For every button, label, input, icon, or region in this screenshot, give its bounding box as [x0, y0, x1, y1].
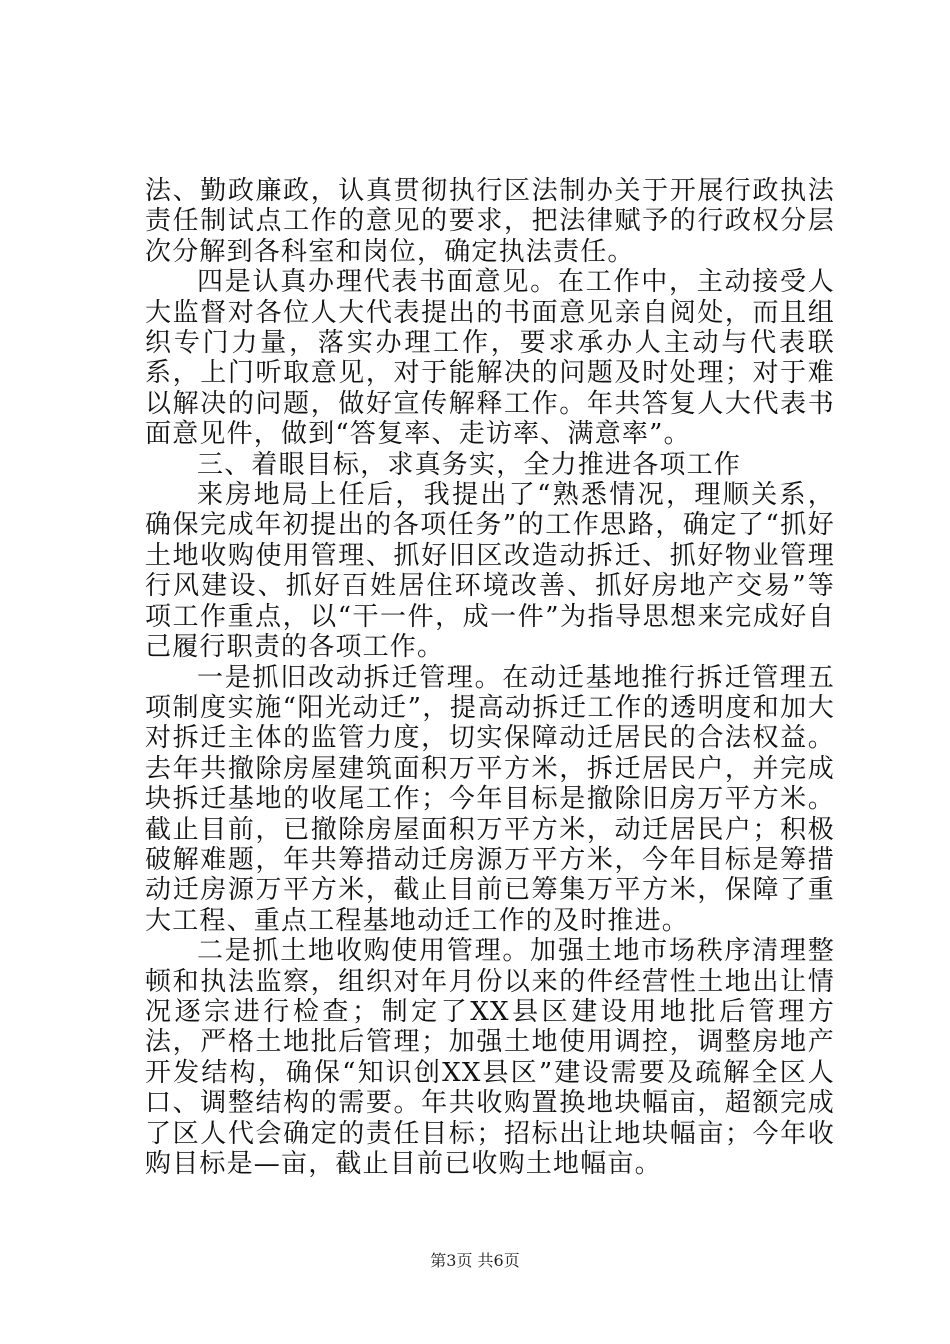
paragraph-work-approach: 来房地局上任后，我提出了“熟悉情况，理顺关系，确保完成年初提出的各项任务”的工作思路，确定了“抓好土地收购使用管理、抓好旧区改造动拆迁、抓好物业管理行风建设、抓好百姓居住环境改善、抓好房地产交易”等项工作重点，以“干一件，成一件”为指导思想来完成好自己履行职责的各项工作。	[145, 480, 835, 663]
page-number-footer: 第3页 共6页	[430, 1251, 520, 1270]
paragraph-item-one: 一是抓旧改动拆迁管理。在动迁基地推行拆迁管理五项制度实施“阳光动迁”，提高动拆迁工作的透明度和加大对拆迁主体的监管力度，切实保障动迁居民的合法权益。去年共撤除房屋建筑面积万平方米，拆迁居民户，并完成块拆迁基地的收尾工作；今年目标是撤除旧房万平方米。截止目前，已撤除房屋面积万平方米，动迁居民户；积极破解难题，年共筹措动迁房源万平方米，今年目标是筹措动迁房源万平方米，截止目前已筹集万平方米，保障了重大工程、重点工程基地动迁工作的及时推进。	[145, 662, 835, 936]
paragraph-item-two: 二是抓土地收购使用管理。加强土地市场秩序清理整顿和执法监察，组织对年月份以来的件经营性土地出让情况逐宗进行检查；制定了XX县区建设用地批后管理方法，严格土地批后管理；加强土地使用调控，调整房地产开发结构，确保“知识创XX县区”建设需要及疏解全区人口、调整结构的需要。年共收购置换地块幅亩，超额完成了区人代会确定的责任目标；招标出让地块幅亩；今年收购目标是—亩，截止目前已收购土地幅亩。	[145, 936, 835, 1179]
document-body	[145, 176, 835, 1179]
paragraph-item-four: 四是认真办理代表书面意见。在工作中，主动接受人大监督对各位人大代表提出的书面意见亲自阅处，而且组织专门力量，落实办理工作，要求承办人主动与代表联系，上门听取意见，对于能解决的问题及时处理；对于难以解决的问题，做好宣传解释工作。年共答复人大代表书面意见件，做到“答复率、走访率、满意率”。	[145, 267, 835, 450]
paragraph-continuation: 法、勤政廉政，认真贯彻执行区法制办关于开展行政执法责任制试点工作的意见的要求，把法律赋予的行政权分层次分解到各科室和岗位，确定执法责任。	[145, 176, 835, 267]
section-heading-three: 三、着眼目标，求真务实，全力推进各项工作	[197, 449, 742, 480]
